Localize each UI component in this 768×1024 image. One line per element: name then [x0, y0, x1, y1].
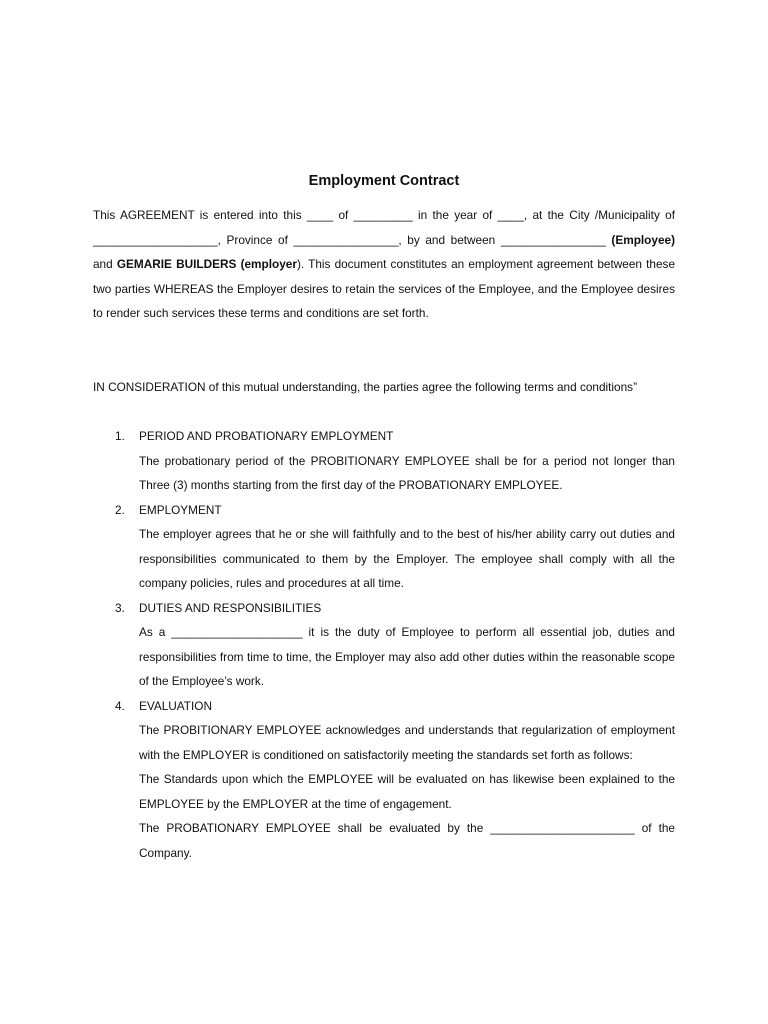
- consideration-paragraph: IN CONSIDERATION of this mutual understanding, the parties agree the following terms and conditions”: [93, 380, 638, 394]
- employee-label: (Employee): [611, 232, 675, 247]
- employer-label: (employer: [240, 257, 297, 271]
- section-number: 3.: [115, 600, 125, 615]
- intro-text-part2: ). This document constitutes an employment agreement between these two parties WHEREAS the Employer desires to retain the services of the Employee, and the Employee desires to render such services these terms and conditions are set forth.: [93, 257, 676, 320]
- intro-text-part1: This AGREEMENT is entered into this ____ of _________ in the year of ____, at the City /Municipality of ___________________, Province of ________________, by and between ________________: [93, 208, 675, 247]
- section-paragraph: The PROBATIONARY EMPLOYEE shall be evaluated by the ______________________ of the Company.: [139, 821, 675, 860]
- section-number: 1.: [115, 429, 125, 443]
- section-paragraph: The PROBITIONARY EMPLOYEE acknowledges and understands that regularization of employment with the EMPLOYER is conditioned on satisfactorily meeting the standards set forth as follows:: [139, 723, 675, 762]
- section-heading: EMPLOYMENT: [139, 502, 222, 517]
- document-title: Employment Contract: [308, 173, 460, 189]
- section-heading: DUTIES AND RESPONSIBILITIES: [139, 600, 322, 615]
- employer-name: GEMARIE BUILDERS: [116, 257, 237, 271]
- section-number: 2.: [115, 502, 125, 517]
- section-item-period: [93, 424, 675, 498]
- section-item-duties: [93, 596, 675, 694]
- section-paragraph: As a ____________________ it is the duty of Employee to perform all essential job, duties and responsibilities from time to time, the Employer may also add other duties within the reasonable scope of the Employee’s work.: [139, 625, 675, 688]
- section-paragraph: The probationary period of the PROBITIONARY EMPLOYEE shall be for a period not longer than Three (3) months starting from the first day of the PROBATIONARY EMPLOYEE.: [139, 453, 675, 492]
- contract-sections-list: [93, 424, 675, 865]
- section-heading: EVALUATION: [139, 698, 212, 713]
- section-item-evaluation: [93, 694, 675, 866]
- section-paragraph: The Standards upon which the EMPLOYEE will be evaluated on has likewise been explained to the EMPLOYEE by the EMPLOYER at the time of engagement.: [139, 772, 675, 811]
- intro-paragraph: [93, 203, 675, 326]
- section-item-employment: [93, 498, 675, 596]
- section-number: 4.: [115, 698, 125, 713]
- section-paragraph: The employer agrees that he or she will faithfully and to the best of his/her ability carry out duties and responsibilities communicated to them by the Employer. The employee shall comply with all the company policies, rules and procedures at all time.: [139, 527, 675, 590]
- section-heading: PERIOD AND PROBATIONARY EMPLOYMENT: [139, 429, 394, 443]
- intro-and-text: and: [93, 257, 117, 271]
